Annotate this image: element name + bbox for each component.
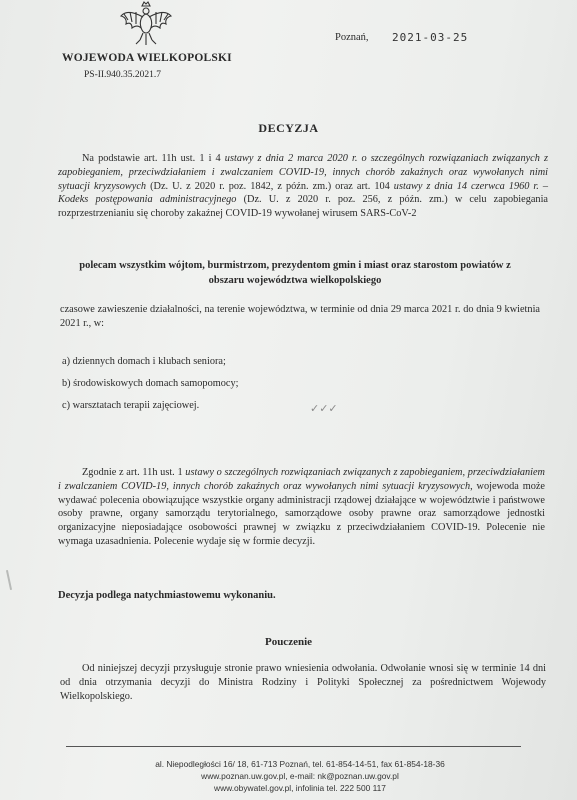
justification-text: Zgodnie z art. 11h ust. 1 [82, 467, 186, 478]
footer-address: al. Niepodległości 16/ 18, 61-713 Poznań, tel. 61-854-14-51, fax 61-854-18-36 [155, 759, 445, 769]
document-title: DECYZJA [258, 121, 319, 135]
margin-pen-mark [6, 570, 12, 590]
legal-basis-text: (Dz. U. z 2020 r. poz. 256, z późn. zm.) w celu zapobiegania rozprzestrzenianiu się choroby zakaźnej COVID-19 wywołanej wirusem SARS-CoV-2 [58, 194, 548, 220]
list-item: a) dziennych domach i klubach seniora; [62, 356, 226, 367]
execution-clause: Decyzja podlega natychmiastowemu wykonaniu. [58, 590, 276, 601]
list-item: c) warsztatach terapii zajęciowej. [62, 400, 200, 411]
justification-paragraph [58, 466, 545, 549]
legal-basis-paragraph [58, 152, 548, 221]
case-number: PS-II.940.35.2021.7 [84, 70, 162, 80]
footer-divider [66, 746, 521, 747]
instruction-heading: Pouczenie [264, 636, 313, 648]
legal-basis-text: Na podstawie art. 11h ust. 1 i 4 [82, 153, 225, 164]
eagle-emblem-icon [118, 0, 174, 46]
instruction-paragraph: Od niniejszej decyzji przysługuje stronie prawo wniesienia odwołania. Odwołanie wnosi się w terminie 14 dni od dnia otrzymania decyzji do Ministra Rodziny i Polityki Społecznej za pośrednictwem Wojewody Wielkopolskiego. [60, 663, 546, 702]
legal-basis-text: (Dz. U. z 2020 r. poz. 1842, z późn. zm.) oraz art. 104 [146, 180, 394, 192]
handwritten-check-marks: ✓✓✓ [310, 402, 338, 415]
issue-place: Poznań, [335, 32, 369, 43]
legal-act-title: ustawy z dnia 2 marca 2020 r. o szczególnych rozwiązaniach związanych z zapobieganiem, przeciwdziałaniem i zwalczaniem COVID-19, innych chorób zakaźnych oraz wywołanych nimi sytuacji kryzysowych [58, 153, 548, 192]
footer-web: www.poznan.uw.gov.pl, e-mail: nk@poznan.uw.gov.pl [201, 771, 399, 781]
legal-act-title: ustawy z dnia 14 czerwca 1960 r. – Kodeks postępowania administracyjnego [58, 180, 549, 206]
directive-heading: polecam wszystkim wójtom, burmistrzom, prezydentom gmin i miast oraz starostom powiatów z obszaru województwa wielkopolskiego [79, 260, 511, 286]
list-item: b) środowiskowych domach samopomocy; [62, 378, 239, 389]
footer-portal: www.obywatel.gov.pl, infolinia tel. 222 500 117 [214, 783, 386, 793]
legal-act-title: ustawy o szczególnych rozwiązaniach związanych z zapobieganiem, przeciwdziałaniem i zwalczaniem COVID-19, innych chorób zakaźnych oraz wywołanych nimi sytuacji kryzysowych [58, 467, 545, 492]
issuing-authority: WOJEWODA WIELKOPOLSKI [62, 52, 232, 64]
facility-list [62, 351, 238, 417]
justification-text: , wojewoda może wydawać polecenia obowiązujące wszystkie organy administracji rządowej działające w województwie i państwowe osoby prawne, organy samorządu terytorialnego, samorządowe osoby prawne oraz samorządowe jednostki organizacyjne nieposiadające osobowości prawnej w związku z przeciwdziałaniem COVID-19. Polecenie nie wymaga uzasadnienia. Polecenie wydaje się w formie decyzji. [58, 480, 545, 547]
footer [100, 758, 500, 794]
issue-date: 2021-03-25 [392, 31, 469, 44]
suspension-paragraph: czasowe zawieszenie działalności, na terenie województwa, w terminie od dnia 29 marca 2021 r. do dnia 9 kwietnia 2021 r., w: [60, 304, 540, 329]
